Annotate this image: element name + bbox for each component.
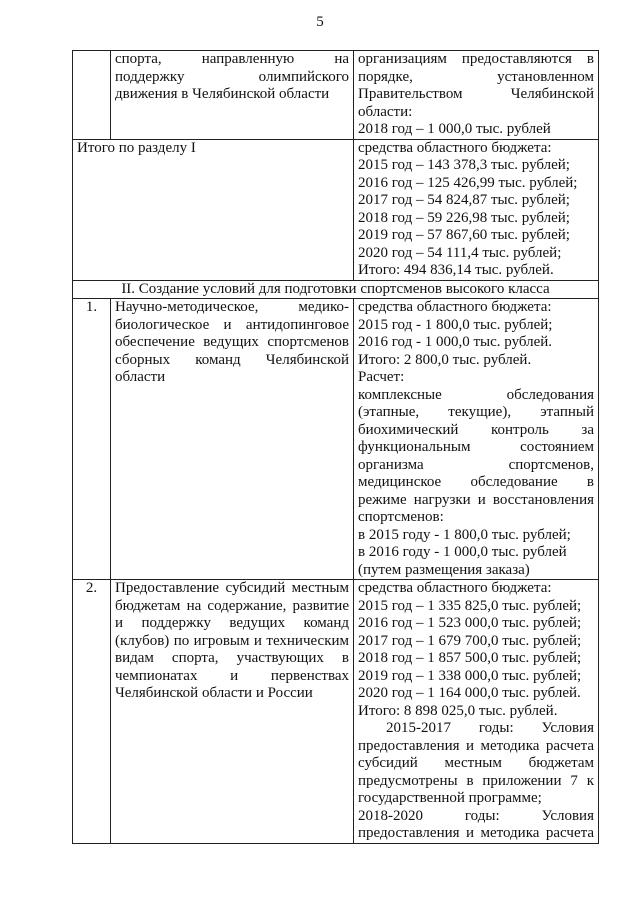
measure-name-cell xyxy=(111,580,354,844)
text-line: биологическое и антидопинговое xyxy=(115,316,349,333)
text-line: 2016 год – 1 523 000,0 тыс. рублей; xyxy=(358,615,582,631)
text-line: предусмотрены в приложении 7 к xyxy=(358,772,594,789)
section-header: II. Создание условий для подготовки спортсменов высокого класса xyxy=(73,280,599,299)
text-line: области: xyxy=(358,103,413,120)
text-line: государственной программе; xyxy=(358,790,542,806)
funding-cell xyxy=(354,139,599,280)
text-line: Правительством Челябинской xyxy=(358,86,594,102)
text-line: 2016 год - 1 000,0 тыс. рублей. xyxy=(358,334,553,350)
funding-cell xyxy=(354,51,599,140)
text-line: порядке, установленном xyxy=(358,68,594,85)
funding-cell xyxy=(354,580,599,844)
text-line: предоставления и методика расчета xyxy=(358,737,594,754)
total-label-cell xyxy=(73,139,354,280)
text-line: медицинское обследование в xyxy=(358,474,594,490)
text-line: 2015 год – 143 378,3 тыс. рублей; xyxy=(358,157,570,173)
text-line: области xyxy=(115,369,166,385)
text-line: и поддержку ведущих команд xyxy=(115,615,349,631)
text-line: (клубов) по игровым и техническим xyxy=(115,632,349,649)
text-line: 2018 год – 59 226,98 тыс. рублей; xyxy=(358,209,570,226)
total-label: Итого по разделу I xyxy=(77,139,196,156)
text-line: в 2015 году - 1 800,0 тыс. рублей; xyxy=(358,526,571,543)
text-line: режиме нагрузки и восстановления xyxy=(358,491,594,508)
table-row xyxy=(73,299,599,580)
text-line: организациям предоставляются в xyxy=(358,51,594,67)
text-line: 2015-2017 годы: Условия xyxy=(386,720,594,736)
text-line: Итого: 2 800,0 тыс. рублей. xyxy=(358,351,532,368)
text-line: спортсменов: xyxy=(358,509,444,525)
text-line: 2017 год – 54 824,87 тыс. рублей; xyxy=(358,192,570,208)
text-line: 2018 год – 1 000,0 тыс. рублей xyxy=(358,121,551,137)
row-number: 2. xyxy=(73,580,111,844)
text-line: обеспечение ведущих спортсменов xyxy=(115,334,349,350)
text-line: 2017 год – 1 679 700,0 тыс. рублей; xyxy=(358,632,582,649)
text-line: организма спортсменов, xyxy=(358,456,594,473)
measure-name-cell xyxy=(111,299,354,580)
measure-name-cell xyxy=(111,51,354,140)
text-line: Итого: 8 898 025,0 тыс. рублей. xyxy=(358,702,558,719)
text-line: (путем размещения заказа) xyxy=(358,561,530,578)
row-number: 1. xyxy=(73,299,111,580)
text-line: Итого: 494 836,14 тыс. рублей. xyxy=(358,262,554,278)
text-line: поддержку олимпийского xyxy=(115,68,349,85)
text-line: 2015 год – 1 335 825,0 тыс. рублей; xyxy=(358,597,582,614)
funding-cell xyxy=(354,299,599,580)
text-line: Расчет: xyxy=(358,369,405,385)
text-line: средства областного бюджета: xyxy=(358,299,552,315)
table-row-total xyxy=(73,139,599,280)
text-line: чемпионатах и первенствах xyxy=(115,667,349,684)
text-line: комплексные обследования xyxy=(358,386,594,403)
text-line: Челябинской области и России xyxy=(115,685,313,701)
table-row-continued xyxy=(73,51,599,140)
text-line: 2019 год – 1 338 000,0 тыс. рублей; xyxy=(358,667,582,684)
table-row xyxy=(73,580,599,844)
text-line: движения в Челябинской области xyxy=(115,86,330,102)
text-line: бюджетам на содержание, развитие xyxy=(115,597,349,614)
text-line: 2019 год – 57 867,60 тыс. рублей; xyxy=(358,227,570,243)
text-line: 2015 год - 1 800,0 тыс. рублей; xyxy=(358,316,553,333)
text-line: 2016 год – 125 426,99 тыс. рублей; xyxy=(358,174,578,191)
text-line: в 2016 году - 1 000,0 тыс. рублей xyxy=(358,544,567,560)
text-line: функциональным состоянием xyxy=(358,439,594,455)
row-number-cell xyxy=(73,51,111,140)
text-line: Научно-методическое, медико- xyxy=(115,299,349,315)
program-table xyxy=(72,50,599,844)
section-header-row xyxy=(73,280,599,299)
text-line: средства областного бюджета: xyxy=(358,580,552,596)
text-line: видам спорта, участвующих в xyxy=(115,650,349,666)
text-line: 2018-2020 годы: Условия xyxy=(358,807,594,824)
text-line: 2020 год – 54 111,4 тыс. рублей; xyxy=(358,244,562,261)
text-line: предоставления и методика расчета xyxy=(358,825,594,841)
page-number: 5 xyxy=(316,14,324,30)
text-line: (этапные, текущие), этапный xyxy=(358,404,594,420)
text-line: биохимический контроль за xyxy=(358,421,594,438)
text-line: 2020 год – 1 164 000,0 тыс. рублей. xyxy=(358,685,581,701)
text-line: Предоставление субсидий местным xyxy=(115,580,349,596)
text-line: спорта, направленную на xyxy=(115,51,349,67)
text-line: 2018 год – 1 857 500,0 тыс. рублей; xyxy=(358,650,582,666)
text-line: сборных команд Челябинской xyxy=(115,351,349,368)
text-line: средства областного бюджета: xyxy=(358,139,552,156)
text-line: субсидий местным бюджетам xyxy=(358,755,594,771)
